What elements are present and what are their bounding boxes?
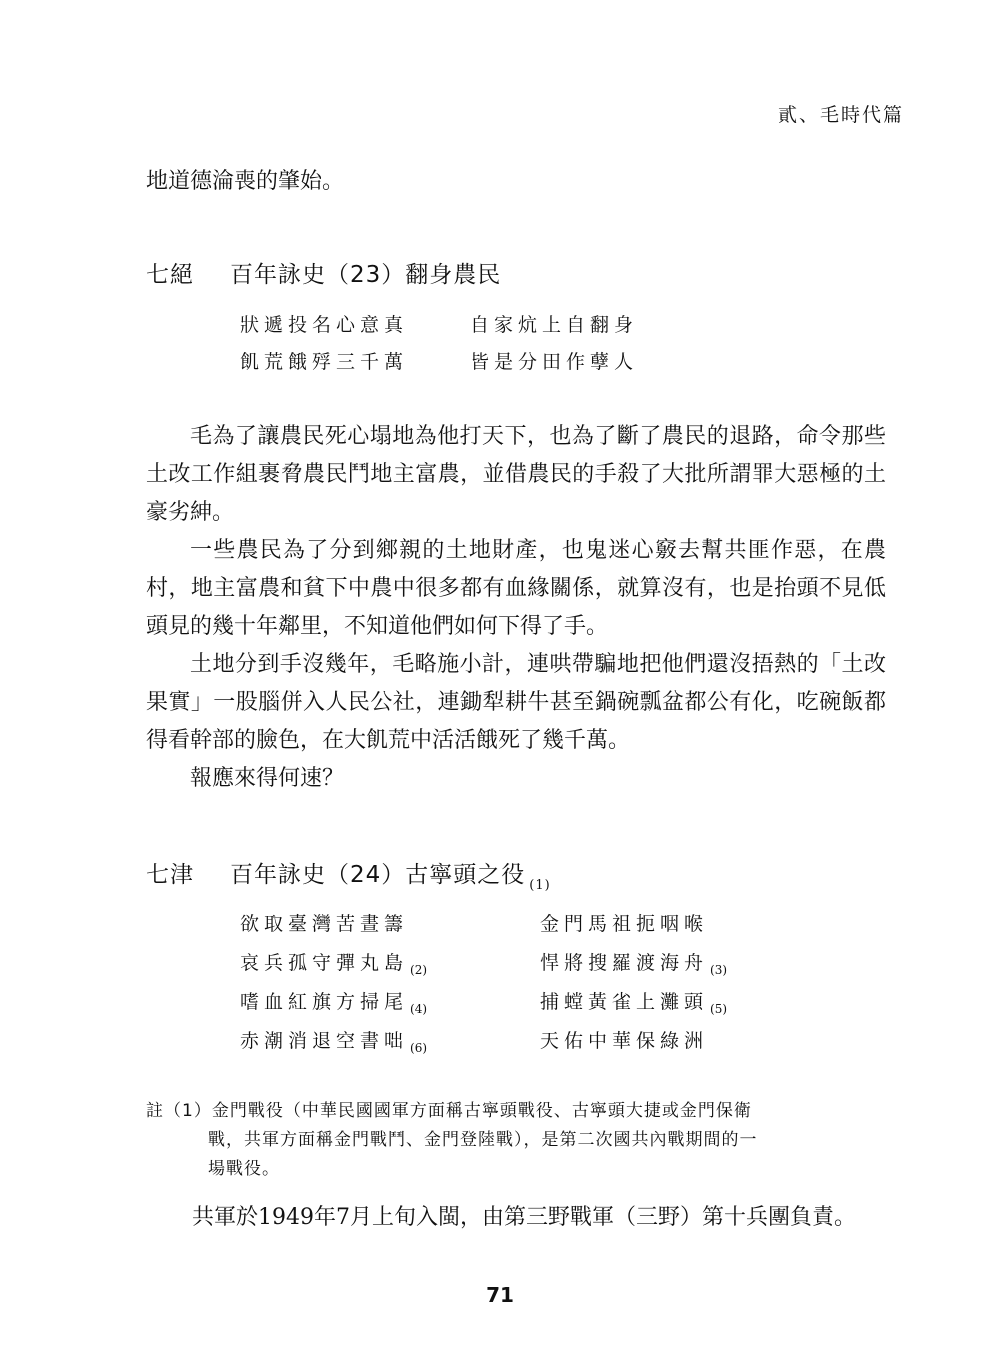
- poem-line-right: 悍將搜羅渡海舟 $_{(3)}$: [540, 952, 728, 977]
- paragraph: 報應來得何速？: [190, 766, 345, 791]
- paragraph: 毛為了讓農民死心塌地為他打天下，也為了斷了農民的退路，命令那些土改工作組裹脅農民鬥地主富農，並借農民的手殺了大批所謂罪大惡極的土豪劣紳。: [146, 424, 886, 525]
- footnote-ref: (1): [529, 878, 551, 893]
- footnote-ref: (2): [410, 963, 428, 977]
- paragraph: 一些農民為了分到鄉親的土地財產，也鬼迷心竅去幫共匪作惡，在農村，地主富農和貧下中農中很多都有血緣關係，就算沒有，也是抬頭不見低頭見的幾十年鄰里，不知道他們如何下得了手。: [146, 538, 886, 639]
- page-number: 71: [486, 1283, 514, 1307]
- poem-form: 七津: [146, 862, 194, 888]
- poem-line-left: 欲取臺灣苦晝籌: [240, 913, 409, 935]
- poem-line-left: 嗜血紅旗方掃尾 $_{(4)}$: [240, 991, 428, 1016]
- poem-line-right: 金門馬祖扼咽喉: [540, 913, 709, 935]
- poem-line-right: 自家炕上自翻身: [470, 314, 639, 336]
- trailing-paragraph: 共軍於1949年7月上旬入閩，由第三野戰軍（三野）第十兵團負責。: [192, 1205, 856, 1230]
- poem-line-right: 捕螳黃雀上灘頭 $_{(5)}$: [540, 991, 728, 1016]
- poem-line-right: 天佑中華保綠洲: [540, 1030, 709, 1052]
- running-header: 貳、毛時代篇: [777, 104, 904, 126]
- footnote-line: 場戰役。: [208, 1159, 280, 1179]
- lead-line: 地道德淪喪的肇始。: [146, 169, 345, 194]
- poem-line-left: 飢荒餓殍三千萬: [240, 351, 409, 373]
- footnote-line: 戰，共軍方面稱金門戰鬥、金門登陸戰），是第二次國共內戰期間的一: [208, 1130, 758, 1150]
- poem-title: 百年詠史（24）古寧頭之役: [230, 862, 526, 888]
- footnote-line: 註（1）金門戰役（中華民國國軍方面稱古寧頭戰役、古寧頭大捷或金門保衛: [146, 1101, 752, 1121]
- poem-line-left: 狀遞投名心意真: [240, 314, 409, 336]
- poem-title: 百年詠史（23）翻身農民: [230, 262, 502, 288]
- paragraph: 土地分到手沒幾年，毛略施小計，連哄帶騙地把他們還沒捂熱的「土改果實」一股腦併入人民公社，連鋤犁耕牛甚至鍋碗瓢盆都公有化，吃碗飯都得看幹部的臉色，在大飢荒中活活餓死了幾千萬。: [146, 652, 886, 753]
- poem-line-right: 皆是分田作孽人: [470, 351, 639, 373]
- poem-line-left: 哀兵孤守彈丸島 $_{(2)}$: [240, 952, 428, 977]
- footnote-ref: (5): [710, 1002, 728, 1016]
- footnote-ref: (3): [710, 963, 728, 977]
- section-heading-1: [146, 256, 501, 289]
- footnote-1: [146, 1097, 886, 1184]
- poem-line-left: 赤潮消退空書咄 $_{(6)}$: [240, 1030, 428, 1055]
- poem-form: 七絕: [146, 262, 194, 288]
- section-heading-2: [146, 856, 551, 893]
- footnote-ref: (4): [410, 1002, 428, 1016]
- footnote-ref: (6): [410, 1041, 428, 1055]
